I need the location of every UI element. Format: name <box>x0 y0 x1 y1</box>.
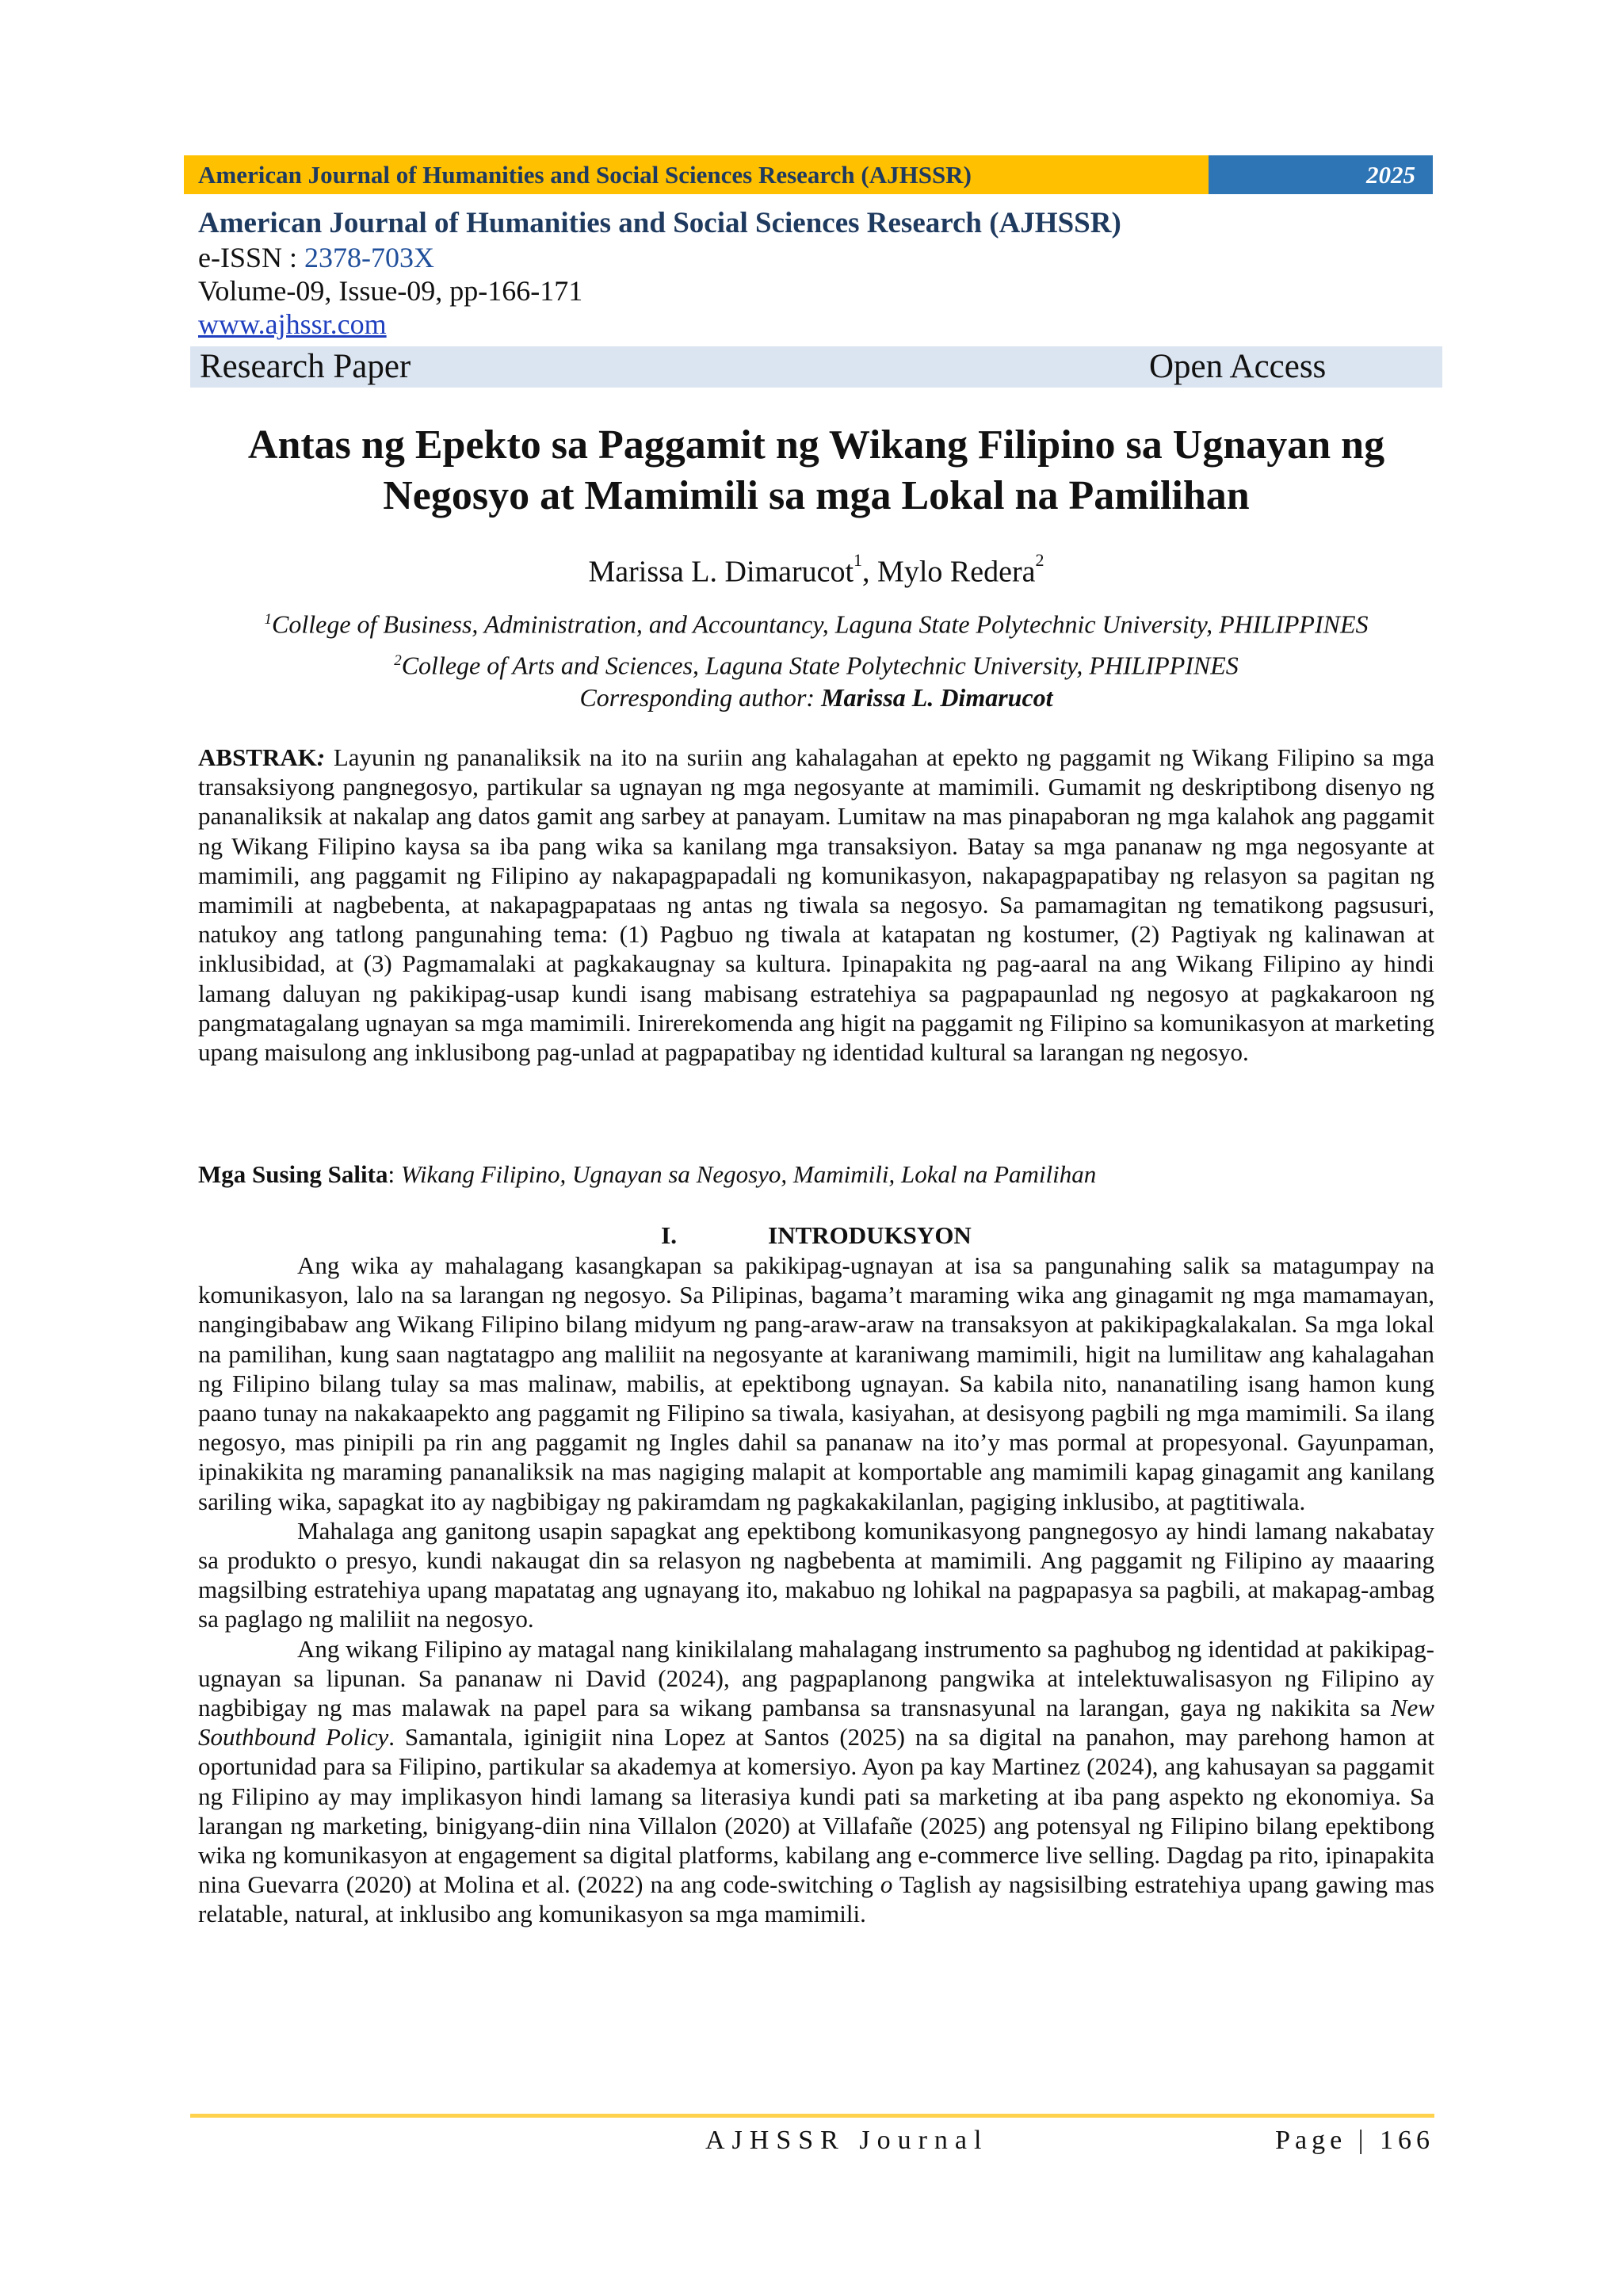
author-2: Mylo Redera <box>877 555 1036 589</box>
affiliation-1-text: College of Business, Administration, and Accountancy, Laguna State Polytechnic University, PHILIPPINES <box>271 609 1369 639</box>
issn-label: e-ISSN : <box>198 242 304 273</box>
keywords <box>198 1159 1434 1189</box>
title-line-1: Antas ng Epekto sa Paggamit ng Wikang Filipino sa Ugnayan ng <box>247 422 1385 468</box>
section-number: I. <box>661 1221 677 1249</box>
author-1: Marissa L. Dimarucot <box>588 555 854 589</box>
paragraph-2: Mahalaga ang ganitong usapin sapagkat ang epektibong komunikasyong pangnegosyo ay hindi lamang nakabatay sa produkto o presyo, kundi nakaugat din sa relasyon ng nagbebenta at mamimili. Ang paggamit ng Filipino ay maaaring magsilbing estratehiya upang mapatatag ang ugnayang ito, makabuo ng lohikal na pagpapasya sa pagbili, at makapag-ambag sa paglago ng maliliit na negosyo. <box>198 1516 1434 1633</box>
affiliation-2-text: College of Arts and Sciences, Laguna State Polytechnic University, PHILIPPINES <box>401 651 1239 680</box>
issn-value: 2378-703X <box>304 242 434 273</box>
author-2-sup: 2 <box>1035 550 1044 570</box>
journal-meta <box>198 206 1434 341</box>
volume-line: Volume-09, Issue-09, pp-166-171 <box>198 275 583 307</box>
header-journal-name: American Journal of Humanities and Social Sciences Research (AJHSSR) <box>184 155 1209 194</box>
footer-divider <box>190 2114 1434 2118</box>
paper-title <box>190 420 1442 521</box>
corresponding-name: Marissa L. Dimarucot <box>821 683 1053 712</box>
author-separator: , <box>862 555 878 589</box>
affiliation-2 <box>190 645 1442 682</box>
author-list <box>190 547 1442 590</box>
paper-type-label: Research Paper <box>200 348 411 385</box>
keywords-colon: : <box>388 1160 401 1188</box>
affiliation-2-sup: 2 <box>394 652 402 669</box>
footer-page-sep: | <box>1346 2126 1380 2155</box>
paragraph-3 <box>198 1634 1434 1929</box>
introduction-body <box>198 1251 1434 1929</box>
section-heading <box>198 1221 1434 1250</box>
italic-o: o <box>880 1870 893 1899</box>
paragraph-1: Ang wika ay mahalagang kasangkapan sa pakikipag-ugnayan at isa sa pangunahing salik sa matagumpay na komunikasyon, lalo na sa larangan ng negosyo. Sa Pilipinas, bagama’t maraming wika ang ginagamit ng mga mamamayan, nangingibabaw ang Wikang Filipino bilang midyum ng pang-araw-araw na transaksyon at pakikipagkalakalan. Sa mga lokal na pamilihan, kung saan nagtatagpo ang maliliit na negosyante at karaniwang mamimili, higit na lumilitaw ang kahalagahan ng Filipino bilang tulay sa mas malinaw, mabilis, at epektibong ugnayan. Sa kabila nito, nananatiling isang hamon kung paano tunay na nakakaapekto ang paggamit ng Filipino sa tiwala, kasiyahan, at desisyong pagbili ng mga mamimili. Sa ilang negosyo, mas pinipili pa rin ang paggamit ng Ingles dahil sa pananaw na ito’y mas pormal at propesyonal. Gayunpaman, ipinakikita ng maraming pananaliksik na mas nagiging malapit at komportable ang mamimili kapag ginagamit ang kanilang sariling wika, sapagkat ito ay nagbibigay ng pakiramdam ng pagkakakilanlan, pagiging inklusibo, at pagtitiwala. <box>198 1251 1434 1515</box>
header-year: 2025 <box>1209 155 1433 194</box>
paragraph-3-part-c: Taglish ay nagsisilbing estratehiya upang gawing mas relatable, natural, at inklusibo ang komunikasyon sa mga mamimili. <box>198 1870 1434 1928</box>
footer-page-number: 166 <box>1380 2126 1434 2155</box>
affiliation-1 <box>190 604 1442 640</box>
corresponding-author <box>190 682 1442 713</box>
paragraph-3-part-a: Ang wikang Filipino ay matagal nang kinikilalang mahalagang instrumento sa paghubog ng identidad at pakikipag-ugnayan sa lipunan. Sa pananaw ni David (2024), ang pagpaplanong pangwika at intelektuwalisasyon ng Filipino ay nagbibigay ng mas malawak na papel para sa wikang pambansa sa transnasyunal na larangan, gaya ng nakikita sa <box>198 1634 1434 1722</box>
footer-page <box>1275 2126 1434 2156</box>
author-1-sup: 1 <box>854 550 863 570</box>
title-line-2: Negosyo at Mamimili sa mga Lokal na Pamilihan <box>383 473 1250 518</box>
keywords-label: Mga Susing Salita <box>198 1160 388 1188</box>
abstract-label: ABSTRAK <box>198 743 317 771</box>
paper-type-bar <box>190 346 1442 388</box>
section-title: INTRODUKSYON <box>768 1221 972 1249</box>
abstract <box>198 743 1434 1067</box>
website-link[interactable]: www.ajhssr.com <box>198 308 387 340</box>
corresponding-label: Corresponding author: <box>579 683 822 712</box>
paragraph-3-part-b: . Samantala, iginigiit nina Lopez at Santos (2025) na sa digital na panahon, may parehong hamon at oportunidad para sa Filipino, partikular sa akademya at komersiyo. Ayon pa kay Martinez (2024), ang kahusayan sa paggamit ng Filipino ay may implikasyon hindi lamang sa literasiya kundi pati sa marketing at iba pang aspekto ng ekonomiya. Sa larangan ng marketing, binigyang-diin nina Villalon (2020) at Villafañe (2025) ang potensyal ng Filipino bilang epektibong wika ng komunikasyon at engagement sa digital platforms, kabilang ang e-commerce live selling. Dagdag pa rito, ipinapakita nina Guevarra (2020) at Molina et al. (2022) na ang code-switching <box>198 1723 1435 1899</box>
abstract-text: Layunin ng pananaliksik na ito na suriin ang kahalagahan at epekto ng paggamit ng Wikang Filipino sa mga transaksiyong pangnegosyo, partikular sa ugnayan ng mga negosyante at mamimili. Gumamit ng deskriptibong disenyo ng pananaliksik at nakalap ang datos gamit ang sarbey at panayam. Lumitaw na mas pinapaboran ng mga kalahok ang paggamit ng Wikang Filipino kaysa sa iba pang wika sa kanilang mga transaksiyon. Batay sa mga pananaw ng mga negosyante at mamimili, ang paggamit ng Filipino ay nakapagpapadali ng komunikasyon, nakapagpapatibay ng relasyon sa pagitan ng mamimili at nagbebenta, at nakapagpapataas ng antas ng tiwala sa negosyo. Sa pamamagitan ng tematikong pagsusuri, natukoy ang tatlong pangunahing tema: (1) Pagbuo ng tiwala at katapatan ng kostumer, (2) Pagtiyak ng kalinawan at inklusibidad, at (3) Pagmamalaki at pagkakaugnay sa kultura. Ipinapakita ng pag-aaral na ang Wikang Filipino ay hindi lamang daluyan ng pakikipag-usap kundi isang mabisang estratehiya sa pagpapaunlad ng negosyo at pagkakaroon ng pangmatagalang ugnayan sa mga mamimili. Inirerekomenda ang higit na paggamit ng Filipino sa komunikasyon at marketing upang maisulong ang inklusibong pag-unlad at pagpapatibay ng identidad kultural sa larangan ng negosyo. <box>198 743 1434 1067</box>
journal-header-bar <box>184 155 1433 194</box>
journal-name: American Journal of Humanities and Social Sciences Research (AJHSSR) <box>198 207 1121 239</box>
policy-name: New Southbound Policy <box>198 1694 1434 1752</box>
footer-page-label: Page <box>1275 2126 1347 2155</box>
abstract-colon: : <box>316 743 326 771</box>
footer-journal: AJHSSR Journal <box>705 2126 989 2155</box>
keywords-text: Wikang Filipino, Ugnayan sa Negosyo, Mamimili, Lokal na Pamilihan <box>400 1160 1097 1188</box>
affiliation-1-sup: 1 <box>264 611 272 628</box>
open-access-label: Open Access <box>1149 348 1327 385</box>
issn-line <box>198 241 1434 274</box>
